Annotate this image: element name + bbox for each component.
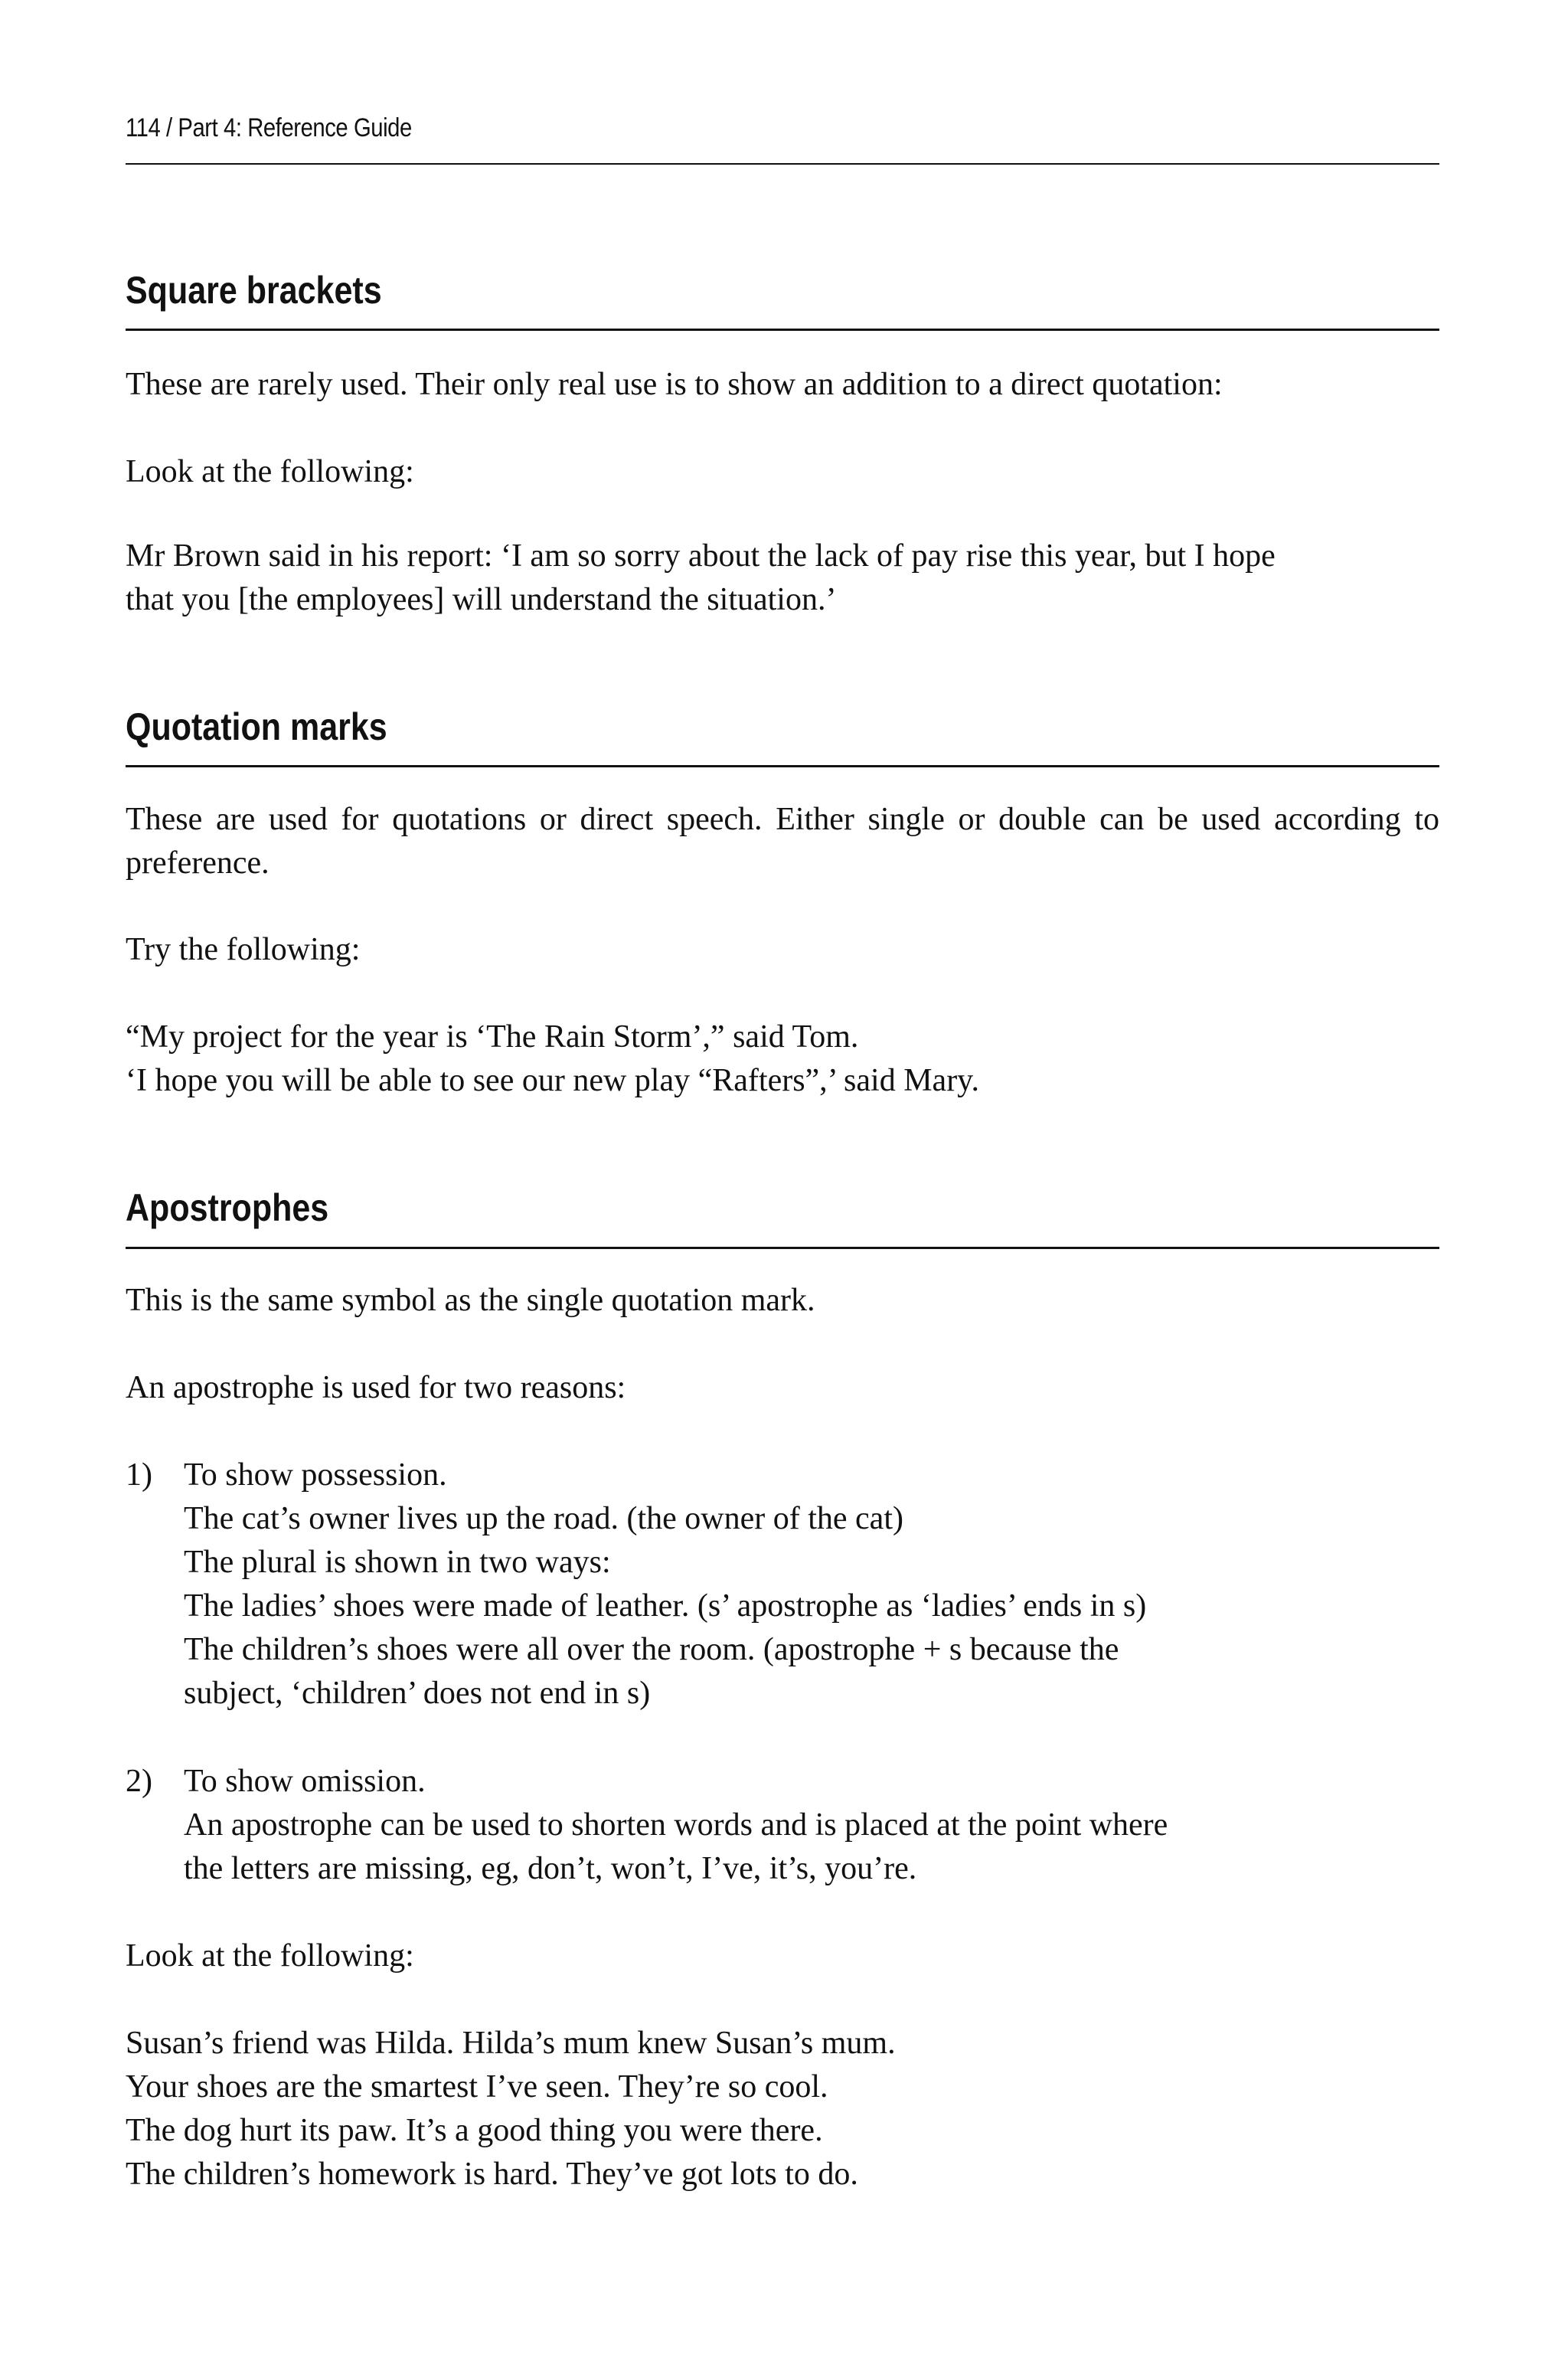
item-number: 1): [126, 1457, 152, 1493]
rule-quotation-marks: [126, 765, 1439, 767]
apostrophes-examples: [126, 2022, 1439, 2196]
quotation-marks-intro: These are used for quotations or direct speech. Either single or double can be used according to preference.: [126, 802, 1439, 881]
rule-square-brackets: [126, 329, 1439, 331]
heading-apostrophes: Apostrophes: [126, 1186, 329, 1229]
quotation-marks-prompt: Try the following:: [126, 932, 361, 967]
running-head: 114 / Part 4: Reference Guide: [126, 113, 412, 142]
apostrophes-prompt: Look at the following:: [126, 1938, 414, 1974]
item-line: The children’s shoes were all over the room. (apostrophe + s because the: [184, 1632, 1119, 1667]
example-line: ‘I hope you will be able to see our new play “Rafters”,’ said Mary.: [126, 1063, 979, 1098]
apostrophes-intro: This is the same symbol as the single quotation mark.: [126, 1283, 815, 1318]
heading-square-brackets: Square brackets: [126, 269, 382, 312]
quotation-marks-example: [126, 1015, 1439, 1103]
item-body: [184, 1454, 1146, 1715]
heading-quotation-marks: Quotation marks: [126, 705, 387, 748]
item-line: The plural is shown in two ways:: [184, 1545, 611, 1580]
item-line: To show possession.: [184, 1457, 447, 1493]
square-brackets-example: [126, 535, 1439, 622]
example-line: Your shoes are the smartest I’ve seen. They’re so cool.: [126, 2069, 828, 2104]
square-brackets-prompt: Look at the following:: [126, 454, 414, 489]
rule-apostrophes: [126, 1247, 1439, 1249]
example-line: The dog hurt its paw. It’s a good thing you were there.: [126, 2113, 823, 2148]
item-body: [184, 1760, 1168, 1891]
item-line: the letters are missing, eg, don’t, won’t, I’ve, it’s, you’re.: [184, 1851, 917, 1886]
example-line: “My project for the year is ‘The Rain Storm’,” said Tom.: [126, 1019, 859, 1055]
item-line: The ladies’ shoes were made of leather. (s’ apostrophe as ‘ladies’ ends in s): [184, 1588, 1147, 1624]
item-line: An apostrophe can be used to shorten words and is placed at the point where: [184, 1807, 1168, 1843]
square-brackets-intro: These are rarely used. Their only real use is to show an addition to a direct quotation:: [126, 367, 1223, 402]
item-line: The cat’s owner lives up the road. (the owner of the cat): [184, 1501, 903, 1536]
example-line: that you [the employees] will understand the situation.’: [126, 582, 837, 617]
apostrophes-reasons-intro: An apostrophe is used for two reasons:: [126, 1370, 626, 1405]
header-rule: [126, 163, 1439, 165]
item-line: To show omission.: [184, 1764, 426, 1799]
example-line: The children’s homework is hard. They’ve got lots to do.: [126, 2157, 858, 2192]
example-line: Mr Brown said in his report: ‘I am so sorry about the lack of pay rise this year, but I hope: [126, 538, 1276, 574]
example-line: Susan’s friend was Hilda. Hilda’s mum knew Susan’s mum.: [126, 2026, 896, 2061]
item-number: 2): [126, 1764, 152, 1799]
item-line: subject, ‘children’ does not end in s): [184, 1676, 651, 1711]
